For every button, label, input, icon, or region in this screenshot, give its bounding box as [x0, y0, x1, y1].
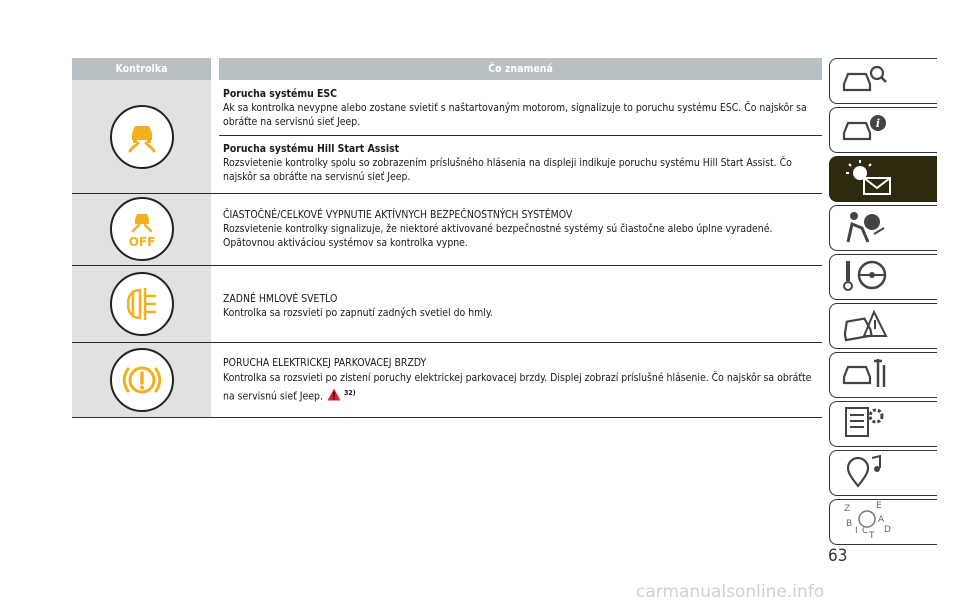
index-letter: E	[876, 501, 882, 511]
off-label: OFF	[128, 235, 155, 249]
esc-off-icon	[110, 197, 174, 261]
row-body: Rozsvietenie kontrolky spolu so zobrazením príslušného hlásenia na displeji indikuje poruchu systému Hill Start Assist. Čo najskôr sa obráťte na servisnú sieť Jeep.	[223, 157, 792, 183]
car-info-icon	[840, 111, 890, 149]
row-title: PORUCHA ELEKTRICKEJ PARKOVACEJ BRZDY	[223, 357, 427, 369]
tab-car-search[interactable]	[829, 58, 937, 104]
row-hill-start-text	[223, 142, 821, 184]
tab-emergency[interactable]	[829, 303, 937, 349]
watermark: carmanualsonline.info	[636, 582, 825, 602]
index-letter: D	[884, 525, 891, 535]
tab-starting-driving[interactable]	[829, 254, 937, 300]
row-separator	[72, 417, 822, 418]
row-title: ČIASTOČNÉ/CELKOVÉ VYPNUTIE AKTÍVNYCH BEZPEČNOSTNÝCH SYSTÉMOV	[223, 209, 573, 221]
tab-maintenance[interactable]	[829, 352, 937, 398]
column-header-co-znamena: Čo znamená	[219, 58, 822, 80]
row-title: Porucha systému ESC	[223, 88, 337, 100]
row-separator	[219, 135, 822, 136]
tab-safety[interactable]	[829, 205, 937, 251]
car-maintenance-icon	[840, 355, 890, 395]
svg-text:i: i	[875, 117, 881, 130]
steering-key-icon	[840, 257, 890, 297]
page-number: 63	[828, 546, 848, 566]
rear-fog-light-icon	[110, 272, 174, 336]
index-letter: A	[878, 515, 885, 525]
esc-off-icon-cell	[72, 193, 211, 265]
index-letter: C	[862, 526, 869, 536]
row-esc-off-text	[223, 208, 821, 250]
warning-triangle-icon	[327, 388, 341, 406]
index-letter: I	[855, 526, 858, 536]
car-emergency-icon	[840, 306, 890, 346]
tab-multimedia[interactable]	[829, 450, 937, 496]
warning-lights-icon	[840, 158, 896, 200]
tab-warning-lights[interactable]	[829, 156, 937, 202]
tab-car-info[interactable]	[829, 107, 937, 153]
row-body: Rozsvietenie kontrolky signalizuje, že niektoré aktivované bezpečnostné systémy sú čiastočne alebo úplne vyradené. Opätovnou aktiváciou systémov sa kontrolka vypne.	[223, 223, 773, 249]
row-esc-text	[223, 87, 821, 129]
row-body: Kontrolka sa rozsvieti po zapnutí zadných svetiel do hmly.	[223, 307, 493, 319]
car-search-icon	[840, 62, 890, 100]
row-title: ZADNÉ HMLOVÉ SVETLO	[223, 293, 338, 305]
parking-brake-icon-cell	[72, 342, 211, 417]
row-body: Ak sa kontrolka nevypne alebo zostane svietiť s naštartovaným motorom, signalizuje to poruchu systému ESC. Čo najskôr sa obráťte na servisnú sieť Jeep.	[223, 102, 807, 128]
tab-specifications[interactable]	[829, 401, 937, 447]
row-parking-brake-text	[223, 356, 821, 406]
index-letters-icon	[840, 500, 896, 544]
row-title: Porucha systému Hill Start Assist	[223, 143, 400, 155]
esc-warning-icon-cell	[72, 80, 211, 193]
rear-fog-icon-cell	[72, 265, 211, 342]
esc-warning-icon	[110, 105, 174, 169]
column-header-kontrolka: Kontrolka	[72, 58, 211, 80]
row-rear-fog-text	[223, 292, 821, 320]
specifications-gear-icon	[840, 404, 890, 444]
index-letter: T	[869, 531, 875, 540]
index-letter: B	[846, 519, 853, 529]
index-letter: Z	[844, 504, 851, 514]
tab-index[interactable]	[829, 499, 937, 545]
footnote-ref: 32)	[343, 389, 356, 397]
airbag-person-icon	[840, 208, 890, 248]
row-body: Kontrolka sa rozsvieti po zistení poruchy elektrickej parkovacej brzdy. Displej zobrazí príslušné hlásenie. Čo najskôr sa obráťte na servisnú sieť Jeep.	[223, 372, 812, 403]
multimedia-icon	[840, 452, 890, 494]
parking-brake-failure-icon	[110, 348, 174, 412]
